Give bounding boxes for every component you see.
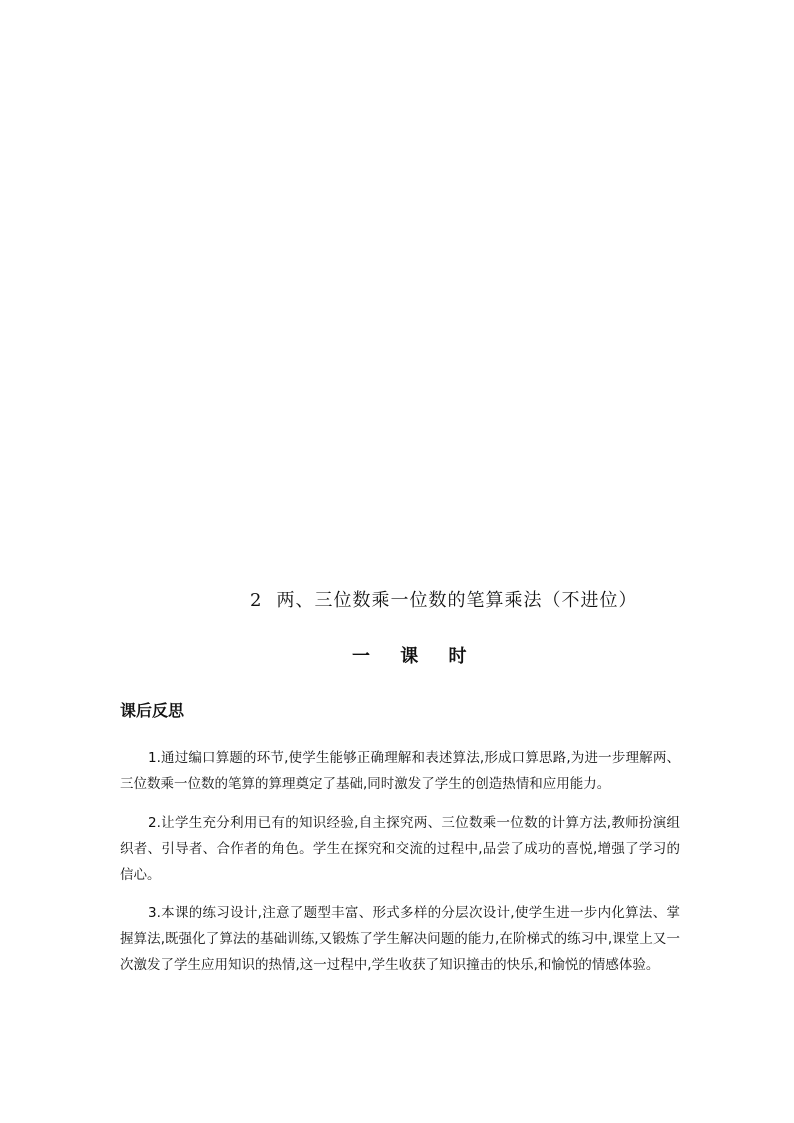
page-title xyxy=(250,586,730,612)
title-text: 两、三位数乘一位数的笔算乘法（不进位） xyxy=(276,590,638,611)
lesson-subtitle: 一 课 时 xyxy=(352,646,479,667)
reflection-paragraph-2: 2.让学生充分利用已有的知识经验,自主探究两、三位数乘一位数的计算方法,教师扮演组织者、引导者、合作者的角色。学生在探究和交流的过程中,品尝了成功的喜悦,增强了学习的信心。 xyxy=(120,815,680,883)
section-heading: 课后反思 xyxy=(120,701,185,720)
reflection-paragraph-1: 1.通过编口算题的环节,使学生能够正确理解和表述算法,形成口算思路,为进一步理解两、三位数乘一位数的笔算的算理奠定了基础,同时激发了学生的创造热情和应用能力。 xyxy=(120,750,680,792)
title-number: 2 xyxy=(250,590,263,611)
reflection-paragraph-3: 3.本课的练习设计,注意了题型丰富、形式多样的分层次设计,使学生进一步内化算法、掌握算法,既强化了算法的基础训练,又锻炼了学生解决问题的能力,在阶梯式的练习中,课堂上又一次激发了学生应用知识的热情,这一过程中,学生收获了知识撞击的快乐,和愉悦的情感体验。 xyxy=(120,905,680,973)
